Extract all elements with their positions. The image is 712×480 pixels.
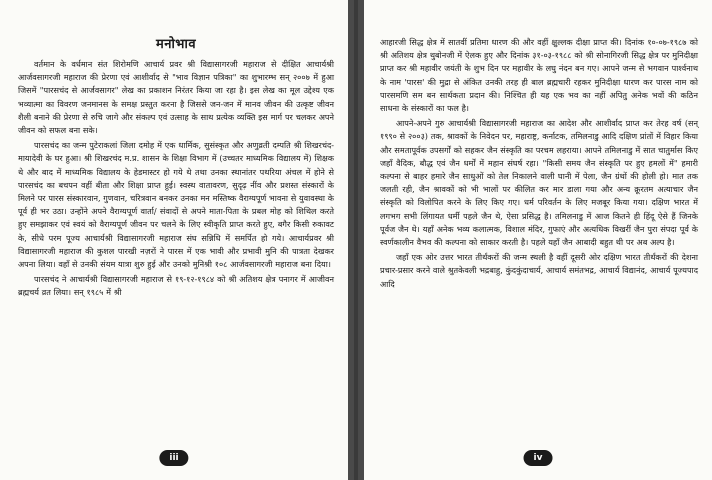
paragraph-vow: पारसचंद ने आचार्यश्री विद्यासागरजी महाराज से १९-१२-१९८४ को श्री अतिशय क्षेत्र पनागर में आजीवन ब्रह्मचर्य व्रत लिया। सन् १९८५ में श्री (18, 274, 334, 298)
left-page (0, 0, 348, 480)
book-gutter (348, 0, 364, 480)
page-number-left: iii (159, 450, 188, 466)
paragraph-north-south: जहाँ एक ओर उत्तर भारत तीर्थंकरों की जन्म स्थली है वहीं दूसरी ओर दक्षिण भारत तीर्थंकरों की देशना प्रचार-प्रसार करने वाले श्रुतकेवली भद्रबाहु, कुंदकुंदाचार्य, आचार्य समंतभद्र, आचार्य विद्यानंद, आचार्य पूज्यपाद आदि (380, 252, 698, 289)
paragraph-biography: पारसचंद का जन्म पुटेराकलां जिला दमोह में एक धार्मिक, सुसंस्कृत और अणुव्रती दम्पति श्री शिखरचंद-मायादेवी के घर हुआ। श्री शिखरचंद म.प्र. शासन के शिक्षा विभाग में (उच्चतर माध्यमिक विद्यालय में) शिक्षक थे और बाद में माध्यमिक विद्यालय के हेडमास्टर हो गये थे तथा उनका स्थानांतर पथरिया अंचल में होने से पारसचंद का बचपन वहीं बीता और शिक्षा प्राप्त हुई। स्वस्थ वातावरण, सुदृढ़ नींव और प्रशस्त संस्कारों के मिलने पर पारस संस्कारवान, गुणवान, चरित्रवान बनकर उनका मन मस्तिष्क वैराग्यपूर्ण भावना से युवावस्था के पूर्व ही भर उठा। उन्होंने अपने वैराग्यपूर्ण वार्ता/ संवादों से अपने माता-पिता के प्रबल मोह को शिथिल करते हुए समझाकर एवं स्वयं को वैराग्यपूर्ण जीवन पर चलने के लिए स्वीकृति प्राप्त करते हुए, बगैर किसी रुकावट के, सीधे परम पूज्य आचार्यश्री विद्यासागरजी महाराज संघ सन्निधि में समर्पित हो गये। आचार्यप्रवर श्री विद्यासागरजी महाराज की कुशल पारखी नज़रों ने पारस में एक भावी और प्रभावी मुनि की पात्रता देखकर अपना लिया। वहाँ से उनकी संयम यात्रा शुरु हुई और उनको मुनिश्री १०८ आर्जवसागरजी महाराज बना दिया। (18, 140, 334, 270)
paragraph-continued: आहारजी सिद्ध क्षेत्र में सातवीं प्रतिमा धारण की और वहीं क्षुल्लक दीक्षा प्राप्त की। दिनांक १०-०७-१९८७ को श्री अतिशय क्षेत्र थुबोनजी में ऐलक हुए और दिनांक ३१-०३-१९८८ को श्री सोनागिरजी सिद्ध क्षेत्र पर मुनिदीक्षा प्राप्त कर श्री महावीर जयंती के शुभ दिन पर महावीर के लघु नंदन बन गए। आपने जन्म से भगवान पार्श्वनाथ के नाम 'पारस' की मुद्रा से अंकित उनकी तरह ही बाल ब्रह्मचारी रहकर मुनिदीक्षा धारण कर पारस नाम को पारसमणि सम बन सार्थकता प्रदान की। निश्चित ही यह एक भव का नहीं अपितु अनेक भवों की कठिन साधना के संस्कारों का फल है। (380, 37, 698, 114)
paragraph-south-india: आपने-अपने गुरु आचार्यश्री विद्यासागरजी महाराज का आदेश और आशीर्वाद प्राप्त कर तेरह वर्ष (सन् १९९० से २००३) तक, श्रावकों के निवेदन पर, महाराष्ट्र, कर्नाटक, तमिलनाडु आदि दक्षिण प्रांतों में विहार किया और समतापूर्वक उपसर्गों को सहकर जैन संस्कृति का परचम लहराया। आपने तमिलनाडु में सात चातुर्मास किए जहाँ वैदिक, बौद्ध एवं जैन धर्मों में महान संघर्ष रहा। "किसी समय जैन संस्कृति पर हुए हमलों में" हमारी कल्पना से बाहर हमारे जैन साधुओं को तेल निकालने वाली घानी में पेला, जैन ग्रंथों की होली हो। मात तक जलती रही, जैन श्रावकों को भी भालों पर कीलित कर मार डाला गया और अन्य क्रूरतम अत्याचार जैन संस्कृति को विलोपित करने के लिए किए गए। धर्म परिवर्तन के लिए मजबूर किया गया। दक्षिण भारत में लगभग सभी लिंगायत धर्मी पहले जैन थे, ऐसा प्रसिद्ध है। तमिलनाडु में आज कितने ही हिंदू ऐसे हैं जिनके पूर्वज जैन थे। यहाँ अनेक भव्य कलात्मक, विशाल मंदिर, गुफाएं और अत्यधिक विखरीं जैन पुरा संपदा पूर्व के स्वर्णकालीन वैभव की कल्पना को साकार करती है। पहले यहाँ जैन आबादी बहुत थी पर अब अल्प है। (380, 118, 698, 248)
page-number-right: iv (524, 450, 553, 466)
right-page (364, 0, 712, 480)
paragraph-intro: वर्तमान के वर्धमान संत शिरोमणि आचार्य प्रवर श्री विद्यासागरजी महाराज से दीक्षित आचार्यश्री आर्जवसागरजी महाराज की प्रेरणा एवं आशीर्वाद से "भाव विज्ञान पत्रिका" का शुभारम्भ सन् २००७ में हुआ जिसमें "पारसचंद से आर्जवसागर" लेख का प्रकाशन निरंतर किया जा रहा है। इस लेख का मूल उद्देश्य एक भव्यात्मा का विवरण जनमानस के समक्ष प्रस्तुत करना है जिससे जन-जन में मानव जीवन की उत्कृष्ट जीवन शैली बनाने की प्रेरणा से रुचि जागे और संकल्प एवं उत्साह के साथ प्रत्येक व्यक्ति इस मार्ग पर चलकर अपने जीवन को सफल बना सके। (18, 59, 334, 136)
page-title: मनोभाव (155, 37, 197, 52)
